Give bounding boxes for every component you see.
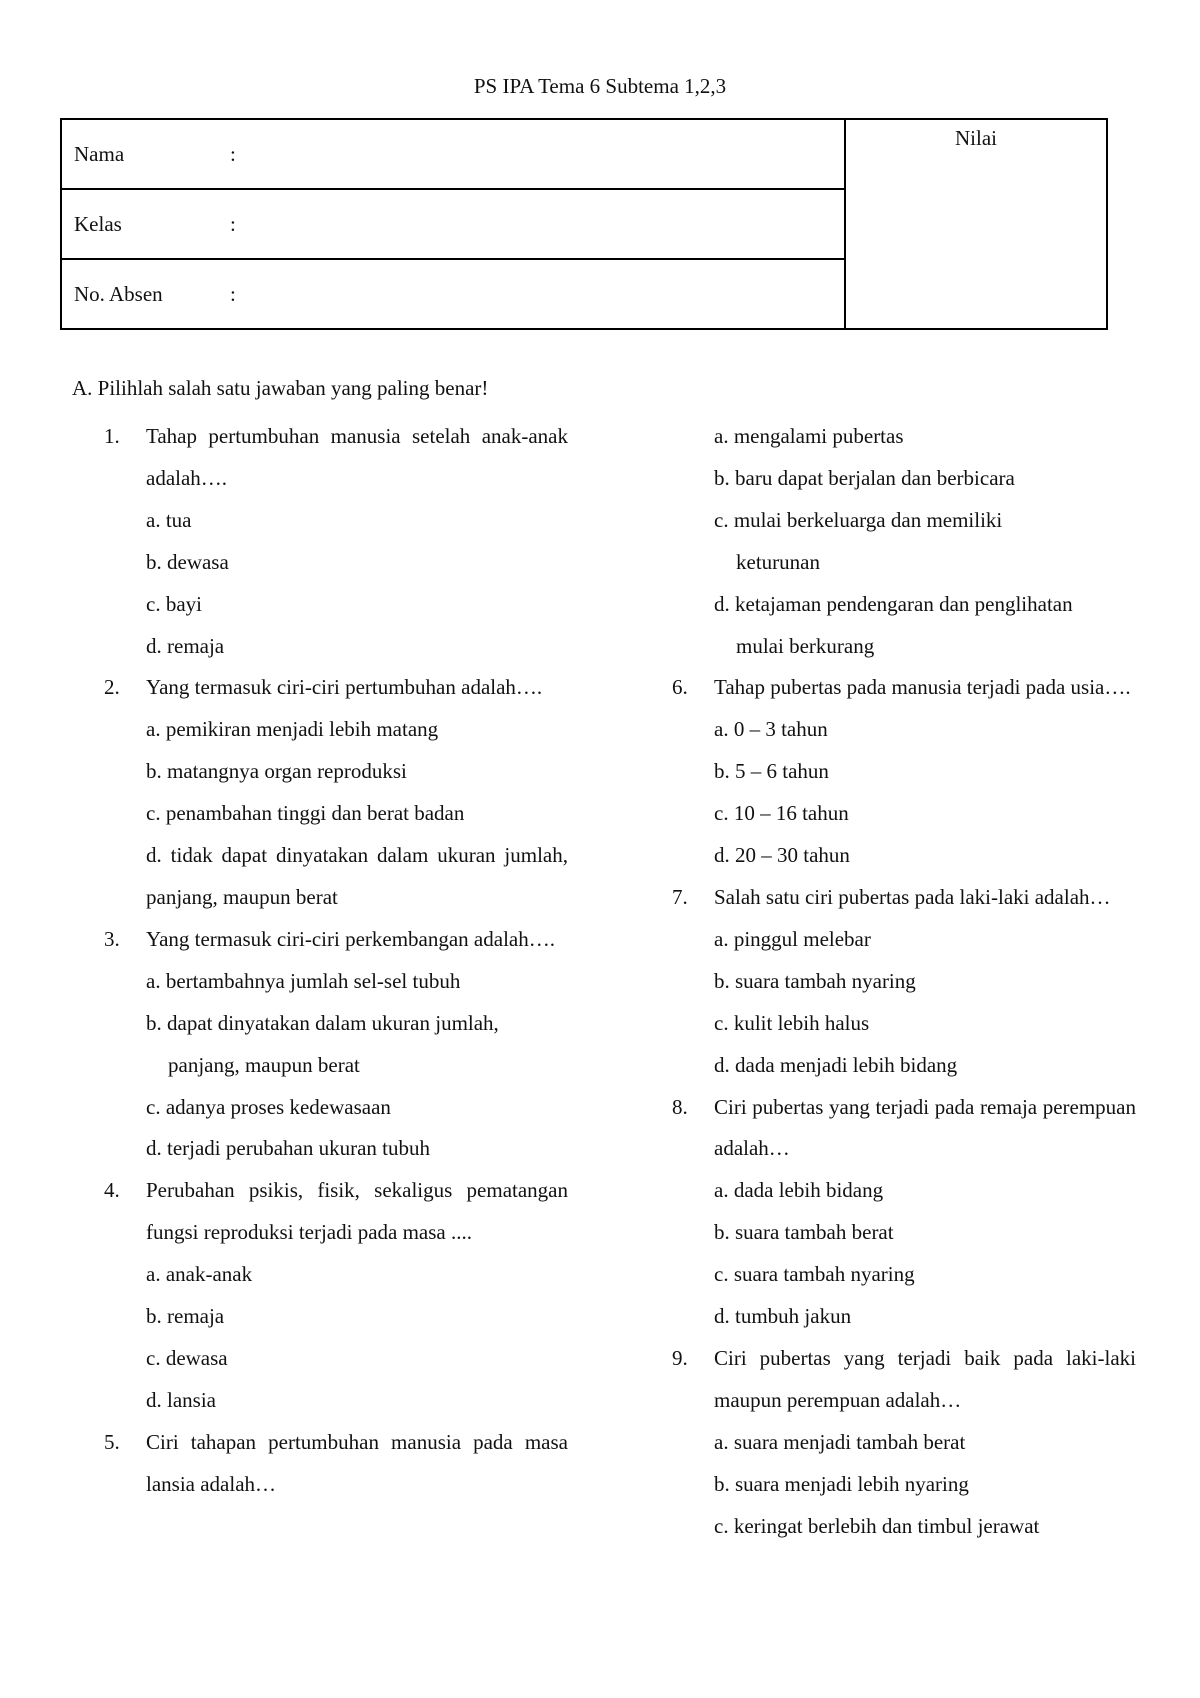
question-text: Perubahan psikis, fisik, sekaligus pematangan fungsi reproduksi terjadi pada masa ....	[146, 1178, 568, 1245]
question-6	[672, 667, 1136, 709]
question-text: Salah satu ciri pubertas pada laki-laki adalah…	[714, 884, 1111, 909]
option-8a[interactable]: a. dada lebih bidang	[714, 1178, 884, 1203]
right-column	[672, 416, 1136, 1547]
question-number: 5.	[104, 1429, 120, 1454]
class-field[interactable]	[61, 189, 845, 259]
option-3b-line2: panjang, maupun berat	[168, 1052, 360, 1077]
option-7b[interactable]: b. suara tambah nyaring	[714, 968, 916, 993]
option-6b[interactable]: b. 5 – 6 tahun	[714, 759, 829, 784]
question-number: 4.	[104, 1178, 120, 1203]
question-1	[104, 416, 568, 500]
left-column	[104, 416, 568, 1506]
question-text: Tahap pubertas pada manusia terjadi pada usia….	[714, 675, 1131, 700]
question-5	[104, 1422, 568, 1506]
option-1b[interactable]: b. dewasa	[146, 549, 229, 574]
score-label: Nilai	[955, 126, 997, 150]
option-6c[interactable]: c. 10 – 16 tahun	[714, 801, 849, 826]
option-5d-line1: d. ketajaman pendengaran dan penglihatan	[714, 591, 1073, 616]
question-text: Ciri pubertas yang terjadi pada remaja perempuan adalah…	[714, 1094, 1136, 1161]
option-8c[interactable]: c. suara tambah nyaring	[714, 1262, 915, 1287]
class-label: Kelas	[74, 211, 122, 236]
option-9b[interactable]: b. suara menjadi lebih nyaring	[714, 1471, 969, 1496]
option-4a[interactable]: a. anak-anak	[146, 1262, 253, 1287]
option-8d[interactable]: d. tumbuh jakun	[714, 1304, 852, 1329]
question-2	[104, 667, 568, 709]
attendance-number-colon: :	[230, 281, 236, 306]
question-number: 2.	[104, 675, 120, 700]
attendance-number-label: No. Absen	[74, 281, 163, 306]
question-9	[672, 1338, 1136, 1422]
option-8b[interactable]: b. suara tambah berat	[714, 1220, 894, 1245]
question-4	[104, 1170, 568, 1254]
question-text: Ciri tahapan pertumbuhan manusia pada masa lansia adalah…	[146, 1429, 568, 1496]
option-2b[interactable]: b. matangnya organ reproduksi	[146, 759, 407, 784]
option-5a[interactable]: a. mengalami pubertas	[714, 424, 904, 448]
option-3c[interactable]: c. adanya proses kedewasaan	[146, 1094, 391, 1119]
option-4c[interactable]: c. dewasa	[146, 1345, 228, 1370]
option-2a[interactable]: a. pemikiran menjadi lebih matang	[146, 717, 439, 742]
question-number: 9.	[672, 1345, 688, 1370]
question-text: Tahap pertumbuhan manusia setelah anak-anak adalah….	[146, 424, 568, 490]
option-2d[interactable]: d. tidak dapat dinyatakan dalam ukuran jumlah, panjang, maupun berat	[146, 843, 568, 909]
option-9c[interactable]: c. keringat berlebih dan timbul jerawat	[714, 1513, 1040, 1538]
attendance-number-field[interactable]	[61, 259, 845, 329]
question-8	[672, 1087, 1136, 1171]
option-5c-line1: c. mulai berkeluarga dan memiliki	[714, 507, 1003, 532]
score-box[interactable]	[845, 119, 1107, 329]
page-title: PS IPA Tema 6 Subtema 1,2,3	[473, 74, 727, 98]
option-1c[interactable]: c. bayi	[146, 591, 202, 616]
option-4b[interactable]: b. remaja	[146, 1304, 225, 1329]
question-text: Ciri pubertas yang terjadi baik pada laki-laki maupun perempuan adalah…	[714, 1345, 1136, 1412]
option-5c-line2: keturunan	[736, 549, 820, 574]
question-text: Yang termasuk ciri-ciri perkembangan adalah….	[146, 926, 555, 951]
option-9a[interactable]: a. suara menjadi tambah berat	[714, 1429, 966, 1454]
option-3d[interactable]: d. terjadi perubahan ukuran tubuh	[146, 1136, 430, 1161]
question-7	[672, 877, 1136, 919]
option-3a[interactable]: a. bertambahnya jumlah sel-sel tubuh	[146, 968, 461, 993]
class-colon: :	[230, 211, 236, 236]
option-6a[interactable]: a. 0 – 3 tahun	[714, 717, 828, 742]
name-colon: :	[230, 141, 236, 166]
option-2c[interactable]: c. penambahan tinggi dan berat badan	[146, 801, 465, 826]
option-5d[interactable]	[672, 584, 1136, 668]
question-number: 6.	[672, 675, 688, 700]
option-3b[interactable]	[104, 1003, 568, 1087]
question-number: 7.	[672, 884, 688, 909]
option-7a[interactable]: a. pinggul melebar	[714, 926, 871, 951]
question-3	[104, 919, 568, 961]
option-5c[interactable]	[672, 500, 1136, 584]
question-number: 3.	[104, 926, 120, 951]
option-5d-line2: mulai berkurang	[736, 633, 875, 658]
question-number: 8.	[672, 1094, 688, 1119]
option-5b[interactable]: b. baru dapat berjalan dan berbicara	[714, 465, 1015, 490]
option-1d[interactable]: d. remaja	[146, 633, 225, 658]
option-7c[interactable]: c. kulit lebih halus	[714, 1010, 870, 1035]
identity-table	[60, 118, 1108, 330]
option-1a[interactable]: a. tua	[146, 507, 192, 532]
question-text: Yang termasuk ciri-ciri pertumbuhan adalah….	[146, 675, 543, 700]
section-a-heading: A. Pilihlah salah satu jawaban yang paling benar!	[72, 376, 489, 400]
name-label: Nama	[74, 141, 125, 166]
option-6d[interactable]: d. 20 – 30 tahun	[714, 843, 850, 868]
option-4d[interactable]: d. lansia	[146, 1387, 216, 1412]
name-field[interactable]	[61, 119, 845, 189]
option-7d[interactable]: d. dada menjadi lebih bidang	[714, 1052, 958, 1077]
question-number: 1.	[104, 424, 120, 448]
option-3b-line1: b. dapat dinyatakan dalam ukuran jumlah,	[146, 1010, 499, 1035]
